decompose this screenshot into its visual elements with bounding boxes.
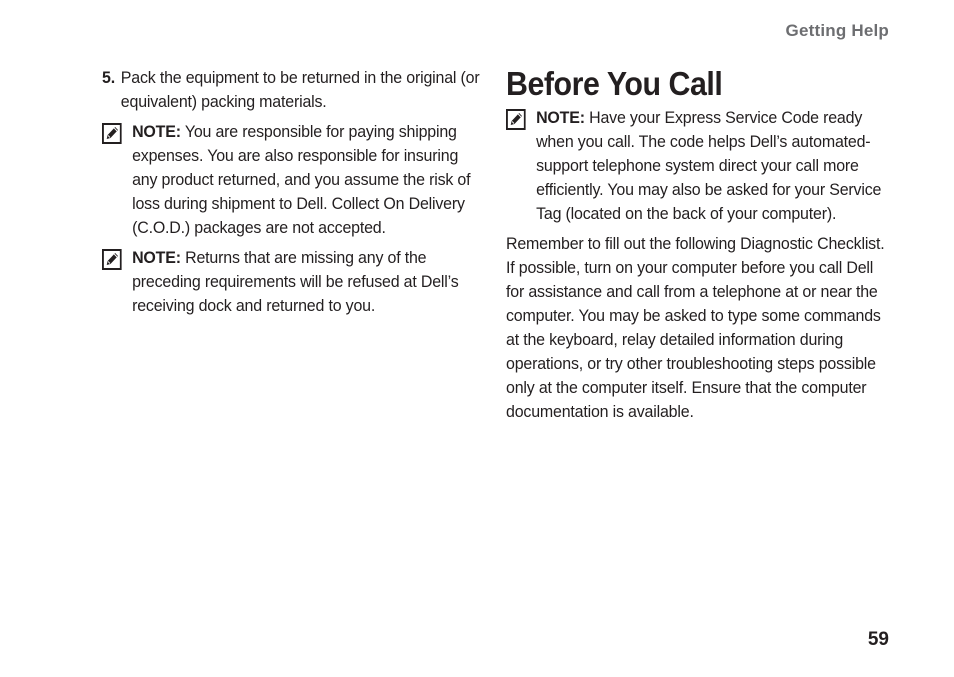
step-number: 5.	[102, 68, 115, 87]
note-pencil-icon	[506, 106, 536, 226]
note-pencil-icon	[102, 120, 132, 240]
page-number: 59	[867, 629, 889, 650]
note-label: NOTE:	[536, 108, 585, 127]
note-express-service	[506, 106, 895, 226]
note-text: Returns that are missing any of the preceding requirements will be refused at Dell’s receiving dock and returned to you.	[132, 248, 459, 315]
note-label: NOTE:	[132, 248, 181, 267]
note-text: You are responsible for paying shipping expenses. You are also responsible for insuring any product returned, and you assume the risk of loss during shipment to Dell. Collect On Delivery (C.O.D.) packages are not accepted.	[132, 122, 471, 237]
body-paragraph: Remember to fill out the following Diagnostic Checklist. If possible, turn on your computer before you call Dell for assistance and call from a telephone at or near the computer. You may be asked to type some commands at the keyboard, relay detailed information during operations, or try other troubleshooting steps possible only at the computer itself. Ensure that the computer documentation is available.	[506, 234, 885, 421]
running-header: Getting Help	[785, 21, 889, 40]
step-item	[102, 66, 481, 114]
note-text: Have your Express Service Code ready when you call. The code helps Dell’s automated-support telephone system direct your call more efficiently. You may also be asked for your Service Tag (located on the back of your computer).	[536, 108, 882, 223]
note-returns	[102, 246, 481, 318]
section-heading: Before You Call	[506, 65, 723, 102]
left-column	[102, 66, 482, 324]
right-column	[506, 66, 896, 441]
note-label: NOTE:	[132, 122, 181, 141]
step-text: Pack the equipment to be returned in the original (or equivalent) packing materials.	[120, 68, 480, 111]
note-pencil-icon	[102, 246, 132, 318]
note-shipping	[102, 120, 481, 240]
